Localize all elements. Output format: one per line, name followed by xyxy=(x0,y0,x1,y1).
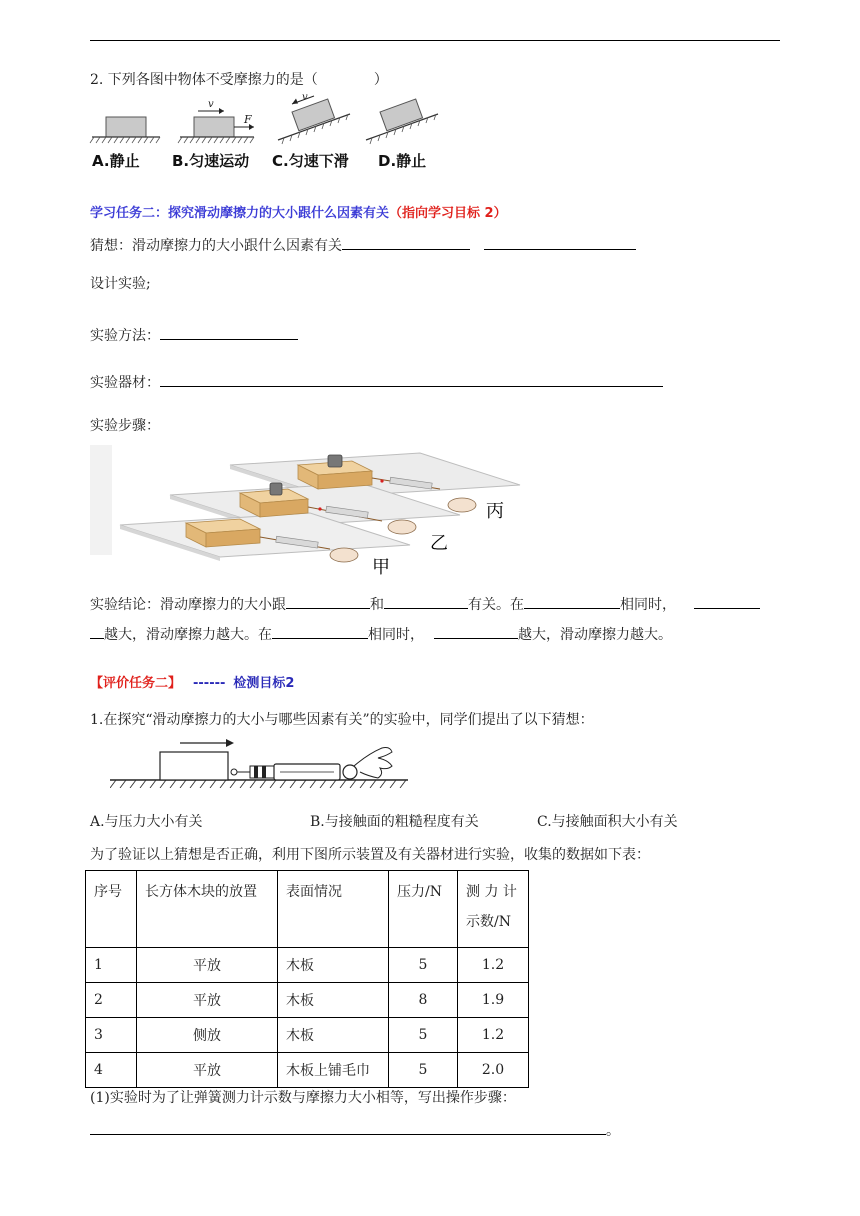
guess-a: A.与压力大小有关 xyxy=(90,814,203,830)
option-a: A.静止 xyxy=(92,152,140,170)
diagram-d-static-incline xyxy=(366,99,438,144)
spring-scale-figure xyxy=(110,738,410,788)
svg-text:v: v xyxy=(302,92,308,103)
option-b: B.匀速运动 xyxy=(172,152,250,170)
svg-text:乙: 乙 xyxy=(430,533,448,554)
table-row xyxy=(86,948,529,983)
cell-pressure: 5 xyxy=(389,948,458,983)
steps-label: 实验步骤： xyxy=(90,418,160,434)
col-header-index: 序号 xyxy=(86,871,137,948)
verify-text: 为了验证以上猜想是否正确，利用下图所示装置及有关器材进行实验，收集的数据如下表： xyxy=(90,847,650,863)
conclusion-line-2: 越大，滑动摩擦力越大。在 相同时， 越大，滑动摩擦力越大。 xyxy=(90,624,672,645)
cell-index: 2 xyxy=(86,983,137,1018)
conclusion-line-1: 实验结论：滑动摩擦力的大小跟 和 有关。在 相同时， xyxy=(90,594,760,615)
cell-reading: 1.2 xyxy=(458,1018,529,1053)
cell-index: 4 xyxy=(86,1053,137,1088)
diagram-a-static xyxy=(90,117,160,143)
col-header-surface: 表面情况 xyxy=(278,871,389,948)
table-row xyxy=(86,1018,529,1053)
friction-diagrams xyxy=(88,92,448,150)
cell-surface: 木板 xyxy=(278,983,389,1018)
cell-pressure: 5 xyxy=(389,1053,458,1088)
cell-placement: 平放 xyxy=(137,983,278,1018)
method-line: 实验方法： xyxy=(90,325,298,346)
cell-index: 3 xyxy=(86,1018,137,1053)
diagram-b-uniform-motion xyxy=(178,108,254,143)
guess-b: B.与接触面的粗糙程度有关 xyxy=(310,814,479,830)
diagram-c-sliding-down xyxy=(278,96,350,144)
cell-reading: 2.0 xyxy=(458,1053,529,1088)
guess-c: C.与接触面积大小有关 xyxy=(537,814,678,830)
col-header-pressure: 压力/N xyxy=(389,871,458,948)
cell-placement: 平放 xyxy=(137,1053,278,1088)
data-table xyxy=(85,870,529,1088)
option-d: D.静止 xyxy=(378,152,427,170)
question-2-stem: 2. 下列各图中物体不受摩擦力的是（ ） xyxy=(90,72,388,88)
cell-reading: 1.2 xyxy=(458,948,529,983)
cell-pressure: 8 xyxy=(389,983,458,1018)
answer-line: 。 xyxy=(90,1120,620,1141)
guess-line: 猜想：滑动摩擦力的大小跟什么因素有关 xyxy=(90,235,636,256)
cell-placement: 平放 xyxy=(137,948,278,983)
option-c: C.匀速下滑 xyxy=(272,152,349,170)
cell-surface: 木板 xyxy=(278,1018,389,1053)
table-row xyxy=(86,983,529,1018)
col-header-placement: 长方体木块的放置 xyxy=(137,871,278,948)
eval2-question-1: 1.在探究“滑动摩擦力的大小与哪些因素有关”的实验中，同学们提出了以下猜想： xyxy=(90,712,594,728)
svg-text:丙: 丙 xyxy=(486,501,504,522)
design-label: 设计实验; xyxy=(90,276,151,292)
svg-text:v: v xyxy=(208,99,214,110)
cell-placement: 侧放 xyxy=(137,1018,278,1053)
svg-text:F: F xyxy=(244,113,252,126)
cell-pressure: 5 xyxy=(389,1018,458,1053)
equipment-line: 实验器材： xyxy=(90,372,663,393)
cell-surface: 木板上铺毛巾 xyxy=(278,1053,389,1088)
experiment-figure xyxy=(90,445,530,580)
table-row xyxy=(86,1053,529,1088)
header-rule xyxy=(90,40,780,41)
eval2-heading: 【评价任务二】 ------ 检测目标2 xyxy=(90,676,295,691)
cell-reading: 1.9 xyxy=(458,983,529,1018)
cell-surface: 木板 xyxy=(278,948,389,983)
task2-heading: 学习任务二：探究滑动摩擦力的大小跟什么因素有关（指向学习目标 2） xyxy=(90,206,507,221)
sub-question-1: (1)实验时为了让弹簧测力计示数与摩擦力大小相等，写出操作步骤： xyxy=(90,1090,516,1106)
cell-index: 1 xyxy=(86,948,137,983)
col-header-reading: 测 力 计 示数/N xyxy=(458,871,529,948)
table-header-row xyxy=(86,871,529,948)
svg-text:甲: 甲 xyxy=(372,557,390,578)
